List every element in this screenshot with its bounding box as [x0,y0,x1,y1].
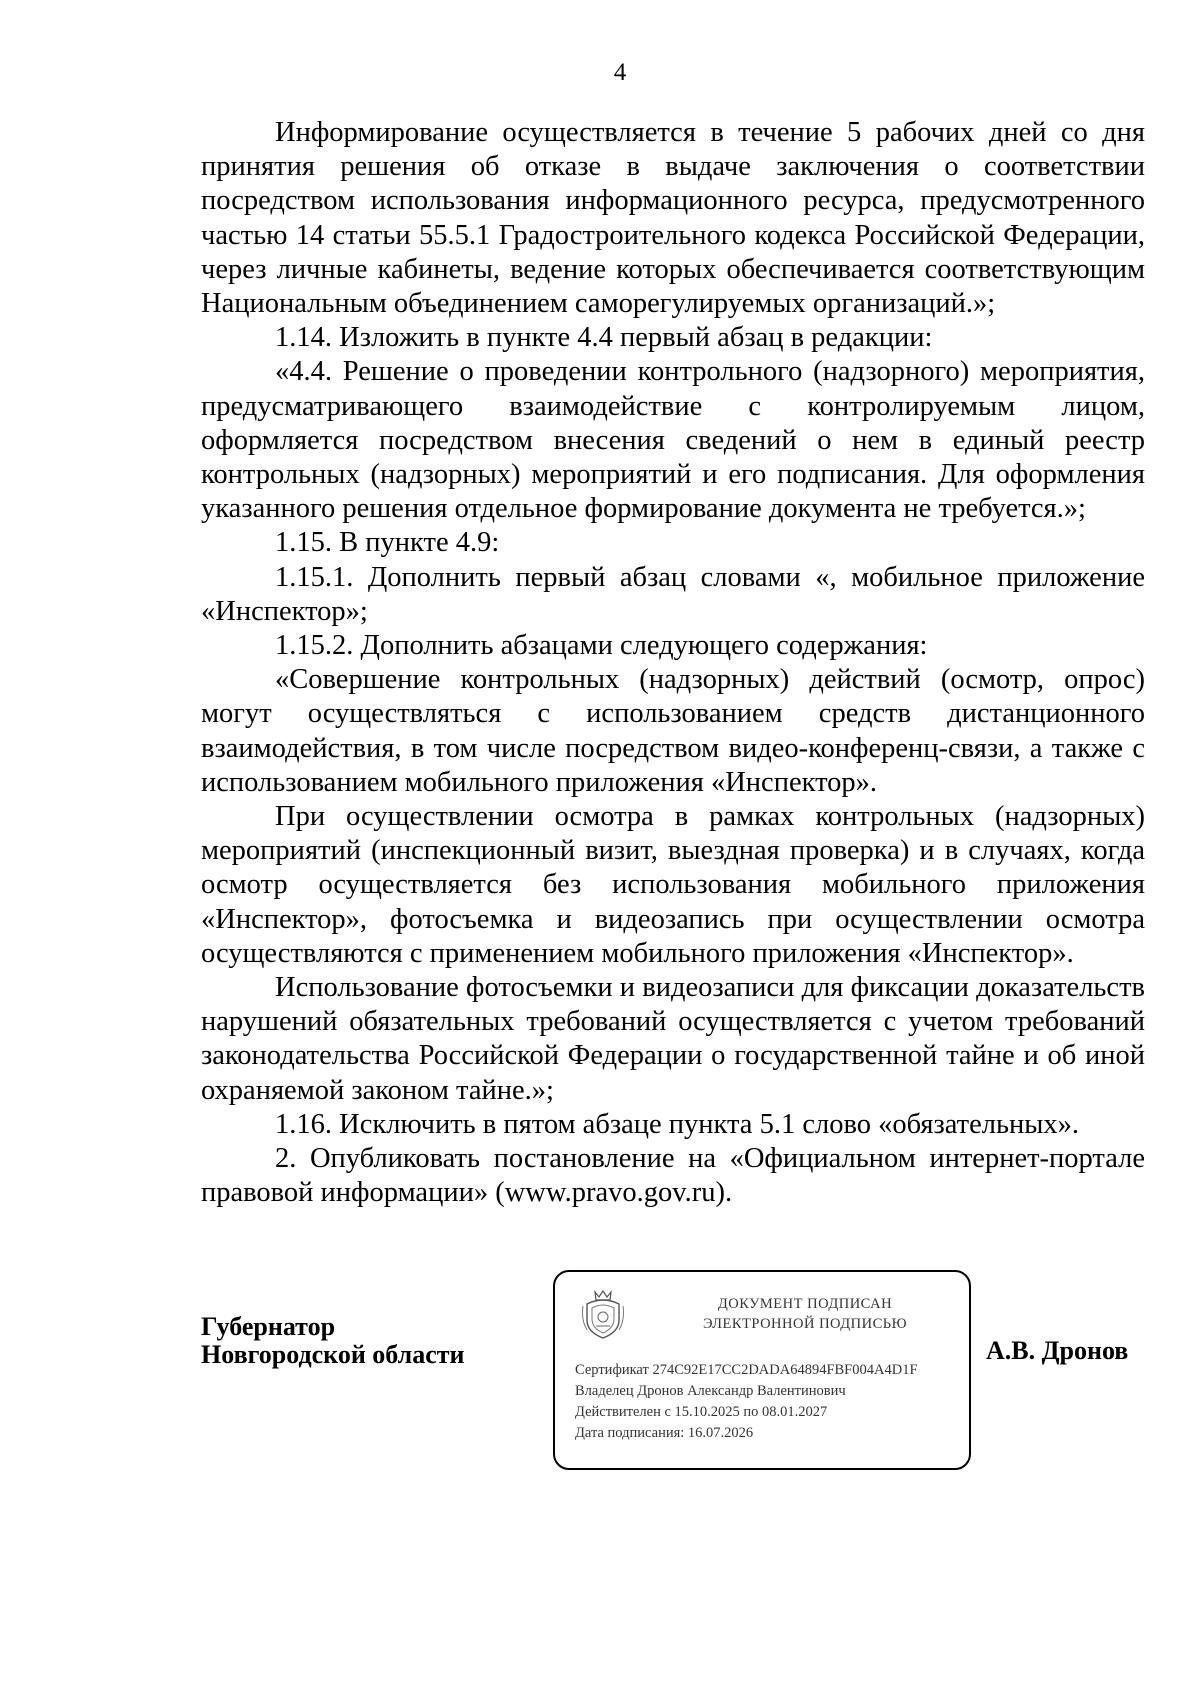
coat-of-arms-icon [581,1286,625,1340]
signatory-title-line: Губернатор [201,1312,336,1341]
paragraph: 1.14. Изложить в пункте 4.4 первый абзац в редакции: [275,322,933,354]
electronic-signature-stamp [553,1270,971,1470]
signatory-title [201,1313,465,1369]
stamp-heading-line: ДОКУМЕНТ ПОДПИСАН [717,1296,893,1312]
document-body [201,116,1145,1211]
signatory-name: А.В. Дронов [986,1336,1129,1365]
paragraph: Информирование осуществляется в течение 5 рабочих дней со дня принятия решения об отказе в выдаче заключения о соответствии посредством использования информационного ресурса, предусмотренного частью 14 статьи 55.5.1 Градостроительного кодекса Российской Федерации, через личные кабинеты, ведение которых обеспечивается соответствующим Национальным объединением саморегулируемых организаций.»; [201,117,1145,320]
paragraph: 1.15.2. Дополнить абзацами следующего содержания: [275,630,928,662]
paragraph: 1.15. В пункте 4.9: [275,527,500,559]
paragraph: «4.4. Решение о проведении контрольного (надзорного) мероприятия, предусматривающего взаимодействие с контролируемым лицом, оформляется посредством внесения сведений о нем в единый реестр контрольных (надзорных) мероприятий и его подписания. Для оформления указанного решения отдельное формирование документа не требуется.»; [201,356,1145,525]
page-number: 4 [613,59,627,86]
stamp-heading-line: ЭЛЕКТРОННОЙ ПОДПИСЬЮ [702,1316,908,1332]
paragraph: При осуществлении осмотра в рамках контрольных (надзорных) мероприятий (инспекционный визит, выездная проверка) и в случаях, когда осмотр осуществляется без использования мобильного приложения «Инспектор», фотосъемка и видеозапись при осуществлении осмотра осуществляются с применением мобильного приложения «Инспектор». [201,801,1145,969]
stamp-sign-date: Дата подписания: 16.07.2026 [575,1425,754,1441]
paragraph: 2. Опубликовать постановление на «Официальном интернет-портале правовой информации» (www.pravo.gov.ru). [201,1143,1145,1209]
stamp-validity: Действителен с 15.10.2025 по 08.01.2027 [575,1404,828,1420]
stamp-heading [685,1294,925,1334]
paragraph: 1.15.1. Дополнить первый абзац словами «, мобильное приложение «Инспектор»; [201,561,1145,627]
stamp-certificate: Сертификат 274C92E17CC2DADA64894FBF004A4D1F [575,1362,918,1378]
paragraph: «Совершение контрольных (надзорных) действий (осмотр, опрос) могут осуществляться с использованием средств дистанционного взаимодействия, в том числе посредством видео-конференц-связи, а также с использованием мобильного приложения «Инспектор». [201,664,1145,798]
stamp-details [575,1360,965,1444]
paragraph: 1.16. Исключить в пятом абзаце пункта 5.1 слово «обязательных». [275,1108,1079,1140]
paragraph: Использование фотосъемки и видеозаписи для фиксации доказательств нарушений обязательных требований осуществляется с учетом требований законодательства Российской Федерации о государственной тайне и об иной охраняемой законом тайне.»; [201,972,1145,1106]
stamp-owner: Владелец Дронов Александр Валентинович [575,1383,846,1399]
signatory-title-line: Новгородской области [201,1340,465,1369]
